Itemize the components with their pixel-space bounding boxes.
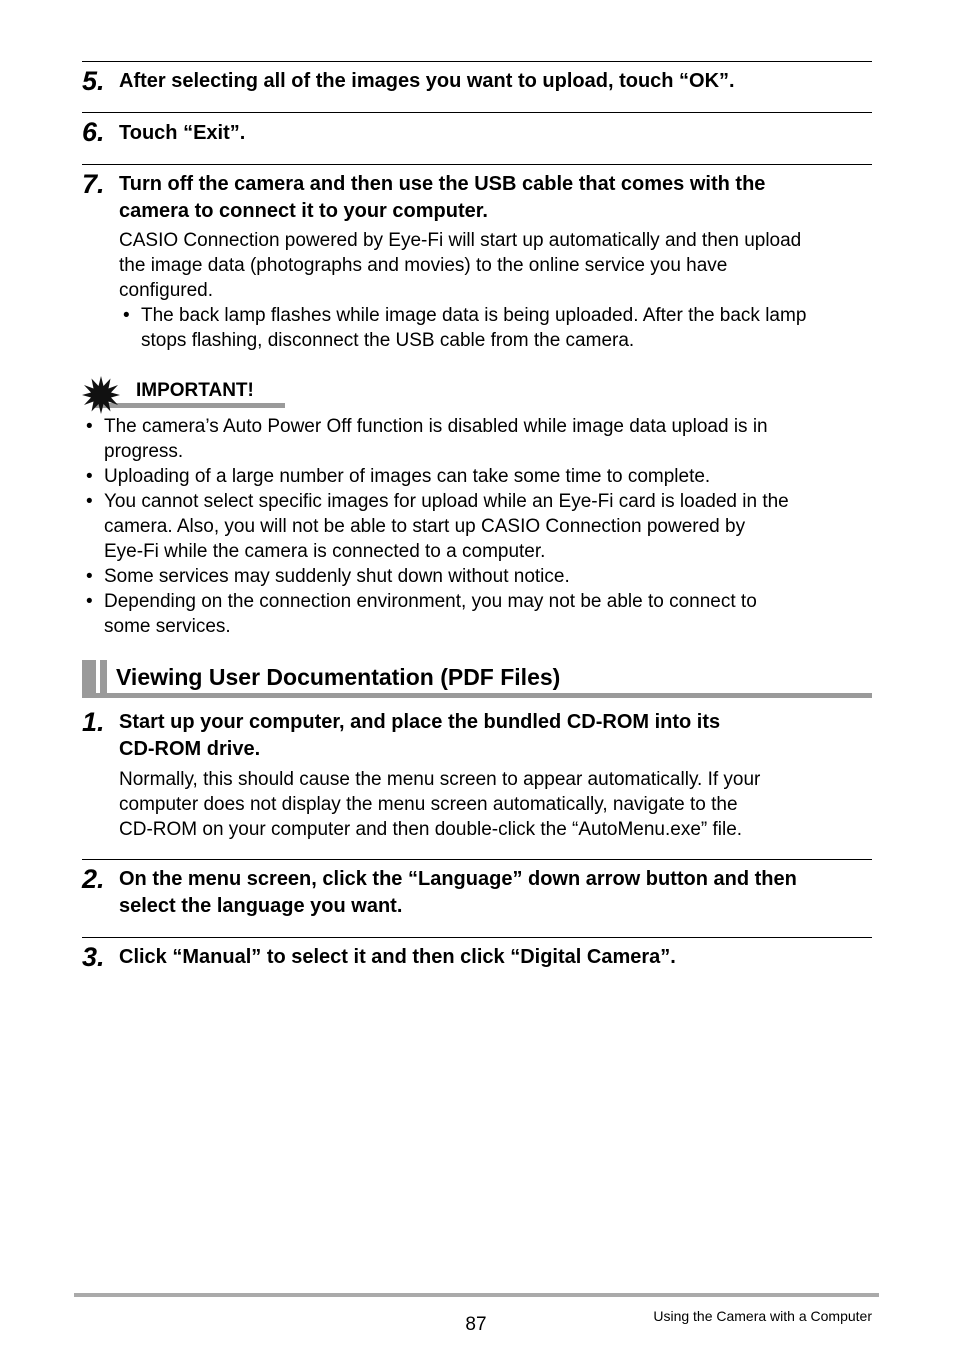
heading-marker: [100, 660, 107, 694]
important-label: IMPORTANT!: [136, 380, 254, 401]
step-title-line: Start up your computer, and place the bundled CD-ROM into its: [119, 711, 721, 733]
list-item-line: Eye-Fi while the camera is connected to a computer.: [104, 541, 546, 562]
step-number: 2.: [82, 864, 105, 894]
list-item-line: Uploading of a large number of images can take some time to complete.: [104, 466, 711, 487]
important-header: [82, 372, 285, 412]
note-line: The back lamp flashes while image data is being uploaded. After the back lamp: [141, 305, 807, 326]
page-number: 87: [465, 1314, 487, 1335]
step-title: After selecting all of the images you want to upload, touch “OK”.: [119, 70, 735, 92]
heading-underline: [82, 693, 872, 698]
divider: [82, 164, 872, 165]
body-line: CD-ROM on your computer and then double-click the “AutoMenu.exe” file.: [119, 819, 743, 840]
step-7-body: [119, 228, 871, 303]
list-item: [82, 464, 872, 489]
step-title: Touch “Exit”.: [119, 122, 246, 144]
step-title: [119, 709, 872, 763]
bullet-dot: •: [86, 591, 93, 612]
list-item: [82, 414, 872, 464]
list-item-line: some services.: [104, 616, 231, 637]
step-number: 6.: [82, 117, 105, 147]
note-text: [141, 303, 871, 353]
step-number: 1.: [82, 707, 105, 737]
step-number: 3.: [82, 942, 105, 972]
section-heading: [82, 660, 872, 698]
step-title-line: Turn off the camera and then use the USB cable that comes with the: [119, 173, 766, 195]
chapter-title: Using the Camera with a Computer: [653, 1308, 872, 1324]
bullet-dot: •: [86, 566, 93, 587]
step-1-body: [119, 767, 871, 842]
list-item: [82, 564, 872, 589]
bullet-dot: •: [123, 305, 130, 326]
important-list: [82, 414, 872, 639]
important-underline: [94, 403, 285, 408]
divider: [82, 61, 872, 62]
step-number: 7.: [82, 169, 105, 199]
starburst-icon: [82, 376, 120, 414]
bullet-dot: •: [86, 466, 93, 487]
list-item: [82, 589, 872, 639]
note-line: stops flashing, disconnect the USB cable from the camera.: [141, 330, 635, 351]
divider: [82, 112, 872, 113]
list-item-line: progress.: [104, 441, 184, 462]
step-title: [119, 171, 872, 225]
body-line: Normally, this should cause the menu screen to appear automatically. If your: [119, 769, 761, 790]
list-item: [82, 489, 872, 564]
list-item-line: Depending on the connection environment, you may not be able to connect to: [104, 591, 757, 612]
step-title: [119, 866, 872, 920]
list-item-line: The camera’s Auto Power Off function is disabled while image data upload is in: [104, 416, 768, 437]
step-title-line: On the menu screen, click the “Language” down arrow button and then: [119, 868, 797, 890]
bullet-dot: •: [86, 416, 93, 437]
list-item-line: You cannot select specific images for upload while an Eye-Fi card is loaded in the: [104, 491, 789, 512]
step-title-line: CD-ROM drive.: [119, 738, 261, 760]
bullet-dot: •: [86, 491, 93, 512]
step-title: Click “Manual” to select it and then click “Digital Camera”.: [119, 946, 676, 968]
body-line: CASIO Connection powered by Eye-Fi will start up automatically and then upload: [119, 230, 802, 251]
step-title-line: camera to connect it to your computer.: [119, 200, 488, 222]
list-item-line: Some services may suddenly shut down without notice.: [104, 566, 570, 587]
step-number: 5.: [82, 66, 105, 96]
heading-marker: [82, 660, 96, 694]
body-line: the image data (photographs and movies) to the online service you have: [119, 255, 728, 276]
divider: [82, 937, 872, 938]
list-item-line: camera. Also, you will not be able to start up CASIO Connection powered by: [104, 516, 746, 537]
footer-rule: [74, 1293, 879, 1297]
divider: [82, 859, 872, 860]
section-title: Viewing User Documentation (PDF Files): [116, 664, 561, 690]
body-line: computer does not display the menu screen automatically, navigate to the: [119, 794, 738, 815]
body-line: configured.: [119, 280, 214, 301]
step-title-line: select the language you want.: [119, 895, 403, 917]
